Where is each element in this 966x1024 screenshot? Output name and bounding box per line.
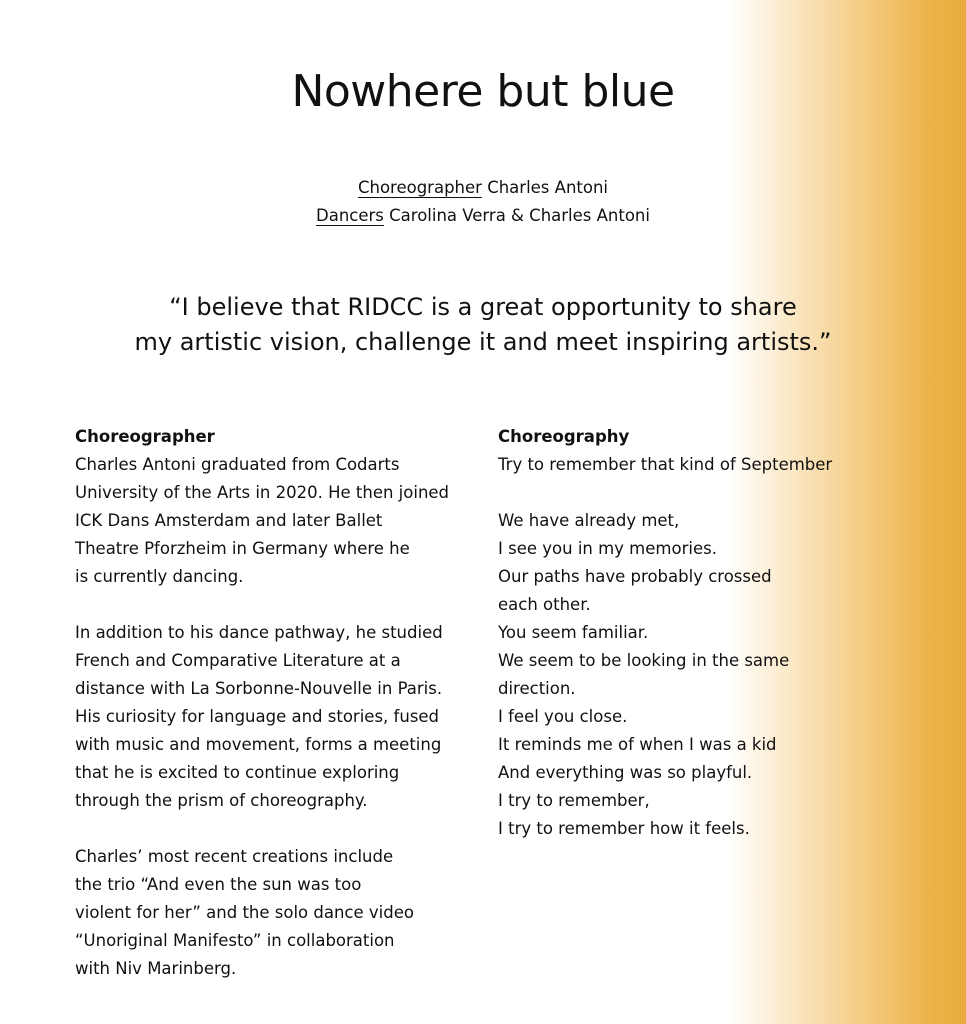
quote-line: “I believe that RIDCC is a great opportunity to share	[169, 293, 797, 321]
bio-line: ICK Dans Amsterdam and later Ballet	[75, 511, 383, 530]
poem-line: I try to remember,	[498, 791, 650, 810]
bio-paragraph-1	[75, 451, 485, 591]
credit-dancers	[0, 202, 966, 230]
bio-line: the trio “And even the sun was too	[75, 875, 362, 894]
bio-line: through the prism of choreography.	[75, 791, 368, 810]
choreography-subtitle: Try to remember that kind of September	[498, 455, 833, 474]
bio-line: is currently dancing.	[75, 567, 244, 586]
bio-line: with Niv Marinberg.	[75, 959, 237, 978]
bio-line: violent for her” and the solo dance video	[75, 903, 414, 922]
choreographer-heading: Choreographer	[75, 427, 215, 446]
poem-line: direction.	[498, 679, 576, 698]
credit-choreographer	[0, 174, 966, 202]
bio-line: that he is excited to continue exploring	[75, 763, 400, 782]
poem-line: And everything was so playful.	[498, 763, 753, 782]
bio-line: University of the Arts in 2020. He then joined	[75, 483, 450, 502]
poem-line: each other.	[498, 595, 591, 614]
bio-paragraph-3	[75, 843, 485, 983]
choreographer-bio-column	[75, 423, 485, 983]
bio-line: His curiosity for language and stories, fused	[75, 707, 440, 726]
poem-line: It reminds me of when I was a kid	[498, 735, 777, 754]
bio-line: Charles’ most recent creations include	[75, 847, 394, 866]
poem-line: I feel you close.	[498, 707, 628, 726]
credit-role-choreographer: Choreographer	[357, 178, 482, 197]
choreography-heading: Choreography	[498, 427, 630, 446]
paragraph-spacer	[75, 815, 485, 843]
poem-line: Our paths have probably crossed	[498, 567, 772, 586]
poem	[498, 507, 898, 843]
bio-line: French and Comparative Literature at a	[75, 651, 401, 670]
bio-line: Charles Antoni graduated from Codarts	[75, 455, 400, 474]
poem-line: You seem familiar.	[498, 623, 649, 642]
bio-line: Theatre Pforzheim in Germany where he	[75, 539, 410, 558]
credits	[0, 174, 966, 230]
choreography-column	[498, 423, 898, 843]
credit-role-dancers: Dancers	[316, 206, 384, 225]
poem-line: I try to remember how it feels.	[498, 819, 750, 838]
bio-paragraph-2	[75, 619, 485, 815]
paragraph-spacer	[75, 591, 485, 619]
poem-line: I see you in my memories.	[498, 539, 717, 558]
credit-names-dancers: Carolina Verra & Charles Antoni	[389, 206, 650, 225]
page-title: Nowhere but blue	[291, 66, 675, 117]
bio-line: distance with La Sorbonne-Nouvelle in Paris.	[75, 679, 443, 698]
credit-names-choreographer: Charles Antoni	[487, 178, 609, 197]
poem-line: We seem to be looking in the same	[498, 651, 790, 670]
bio-line: with music and movement, forms a meeting	[75, 735, 442, 754]
pull-quote	[0, 290, 966, 360]
paragraph-spacer	[498, 479, 898, 507]
bio-line: “Unoriginal Manifesto” in collaboration	[75, 931, 395, 950]
quote-line: my artistic vision, challenge it and meet inspiring artists.”	[134, 328, 832, 356]
bio-line: In addition to his dance pathway, he studied	[75, 623, 443, 642]
poem-line: We have already met,	[498, 511, 680, 530]
